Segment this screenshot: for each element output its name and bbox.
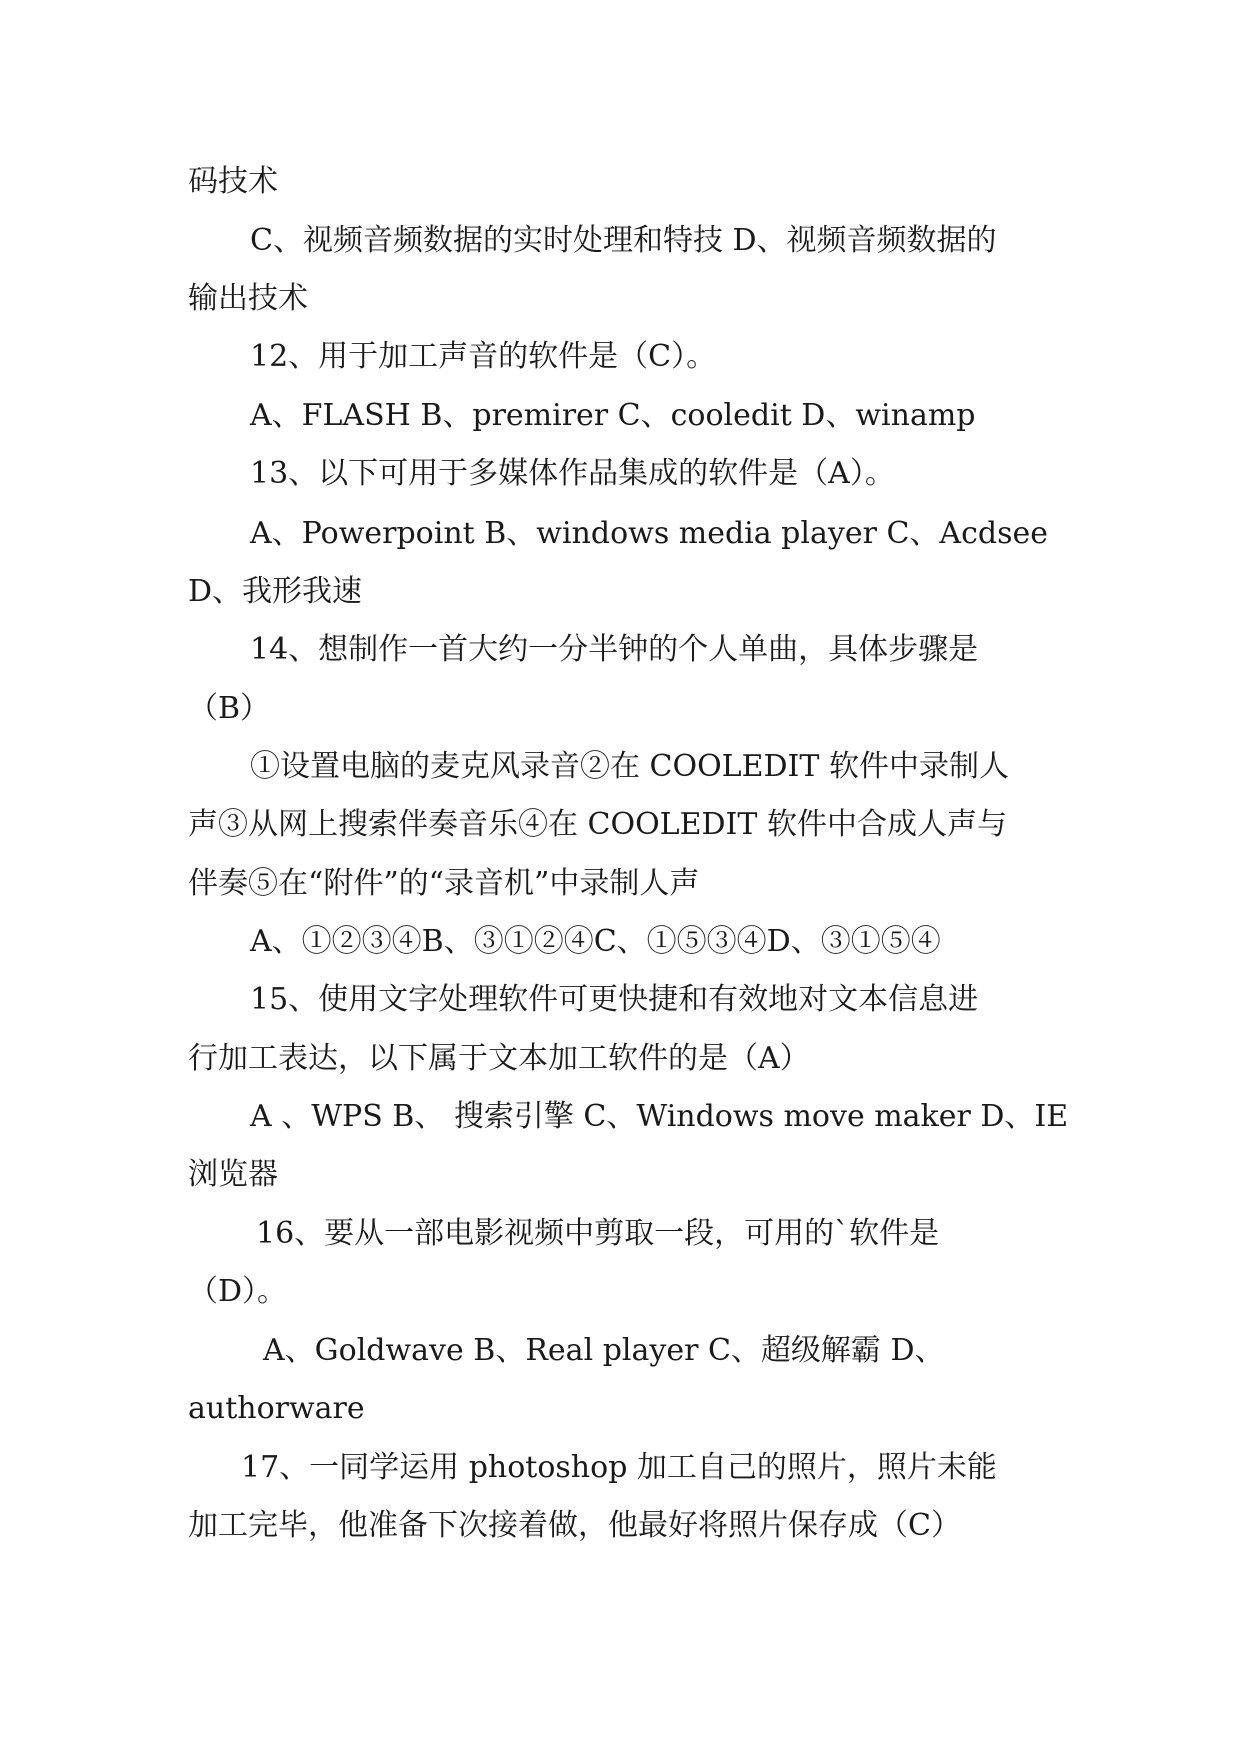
text-line: authorware [188,1391,365,1426]
text-line: 声③从网上搜索伴奏音乐④在 COOLEDIT 软件中合成人声与 [188,807,1007,842]
options-line: A、Powerpoint B、windows media player C、Acdsee [250,516,1048,551]
text-line: 输出技术 [188,281,308,316]
question-line: 17、一同学运用 photoshop 加工自己的照片，照片未能 [241,1450,997,1485]
options-line: A 、WPS B、 搜索引擎 C、Windows move maker D、IE [250,1099,1069,1134]
text-line: （D）。 [188,1274,288,1309]
text-line: C、视频音频数据的实时处理和特技 D、视频音频数据的 [250,223,997,258]
text-line: （B） [188,691,271,726]
text-line: 码技术 [188,164,278,199]
text-line: 行加工表达，以下属于文本加工软件的是（A） [188,1041,810,1076]
question-line: 14、想制作一首大约一分半钟的个人单曲，具体步骤是 [250,632,979,667]
options-line: A、FLASH B、premirer C、cooledit D、winamp [250,398,976,433]
text-line: 加工完毕，他准备下次接着做，他最好将照片保存成（C） [188,1508,961,1543]
text-line: 浏览器 [188,1157,278,1192]
text-line: D、我形我速 [188,574,363,609]
question-line: 12、用于加工声音的软件是（C）。 [250,339,717,374]
options-line: A、Goldwave B、Real player C、超级解霸 D、 [263,1333,945,1368]
question-line: 16、要从一部电影视频中剪取一段，可用的`软件是 [256,1216,940,1251]
text-line: 伴奏⑤在“附件”的“录音机”中录制人声 [188,866,700,901]
text-line: ①设置电脑的麦克风录音②在 COOLEDIT 软件中录制人 [250,749,1009,784]
question-line: 15、使用文字处理软件可更快捷和有效地对文本信息进 [250,982,979,1017]
options-line: A、①②③④B、③①②④C、①⑤③④D、③①⑤④ [250,924,941,959]
question-line: 13、以下可用于多媒体作品集成的软件是（A）。 [250,456,895,491]
